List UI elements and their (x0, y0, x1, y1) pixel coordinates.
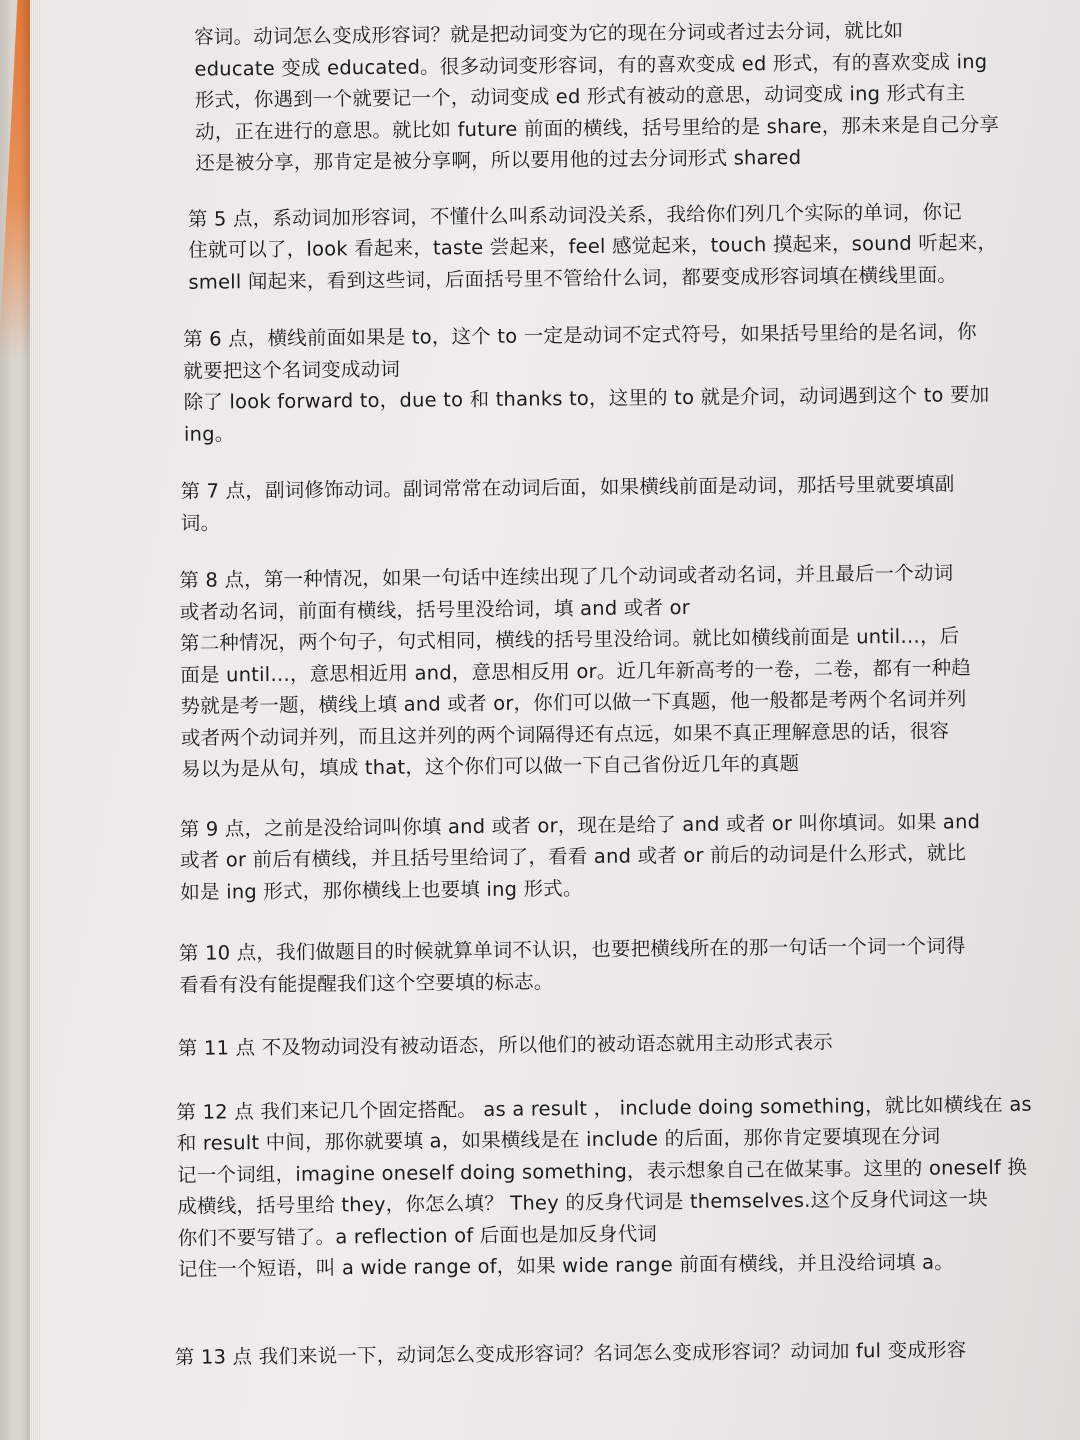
text-line: 除了 look forward to，due to 和 thanks to，这里的 to 就是介词，动词遇到这个 to 要加 (183, 383, 990, 414)
text-line: ing。 (183, 421, 235, 446)
page-stack-edge (30, 0, 40, 1440)
text-line: 或者 or 前后有横线，并且括号里给词了，看看 and 或者 or 前后的动词是什么形式，就比 (179, 841, 967, 872)
page-text (160, 14, 1053, 1373)
text-line: 形式，你遇到一个就要记一个，动词变成 ed 形式有被动的意思，动词变成 ing 形式有主 (194, 81, 966, 112)
text-line: 易以为是从句，填成 that，这个你们可以做一下自己省份近几年的真题 (181, 751, 800, 781)
paragraph-point-6 (183, 316, 1044, 450)
paragraph-point-11 (178, 1025, 1050, 1065)
text-line: 记住一个短语，叫 a wide range of，如果 wide range 前面有横线，并且没给词填 a。 (177, 1250, 955, 1281)
paragraph-point-12 (176, 1088, 1052, 1285)
text-line: 词。 (180, 510, 221, 535)
text-line: 如是 ing 形式，那你横线上也要填 ing 形式。 (180, 876, 583, 904)
text-line: 和 result 中间，那你就要填 a，如果横线是在 include 的后面，那你肯定要填现在分词 (176, 1124, 941, 1155)
paragraph-point-9 (180, 805, 1049, 908)
paragraph-point-10 (179, 930, 1050, 1001)
text-line: 第 10 点，我们做题目的时候就算单词不认识，也要把横线所在的那一句话一个词一个词得 (178, 934, 966, 965)
text-line: 第 9 点，之前是没给词叫你填 and 或者 or，现在是给了 and 或者 or 叫你填词。如果 and (179, 809, 981, 841)
text-line: 第 5 点，系动词加形容词，不懂什么叫系动词没关系，我给你们列几个实际的单词，你记 (187, 199, 962, 231)
text-line: 势就是考一题，横线上填 and 或者 or，你们可以做一下真题，他一般都是考两个名词并列 (180, 687, 967, 718)
text-line: 记一个词组，imagine oneself doing something，表示想象自己在做某事。这里的 oneself 换 (176, 1155, 1028, 1187)
text-line: educate 变成 educated。很多动词变形容词，有的喜欢变成 ed 形式，有的喜欢变成 ing (194, 49, 988, 81)
text-line: 还是被分享，那肯定是被分享啊，所以要用他的过去分词形式 shared (195, 145, 802, 175)
paragraph-1 (194, 14, 1041, 180)
text-line: 第 11 点 不及物动词没有被动语态，所以他们的被动语态就用主动形式表示 (177, 1030, 834, 1060)
text-line: 或者动名词，前面有横线，括号里没给词，填 and 或者 or (179, 595, 690, 624)
text-line: 住就可以了，look 看起来，taste 尝起来，feel 感觉起来，touch 摸起来，sound 听起来， (188, 230, 998, 262)
text-line: 第 7 点，副词修饰动词。副词常常在动词后面，如果横线前面是动词，那括号里就要填副 (180, 472, 955, 503)
text-line: 容词。动词怎么变成形容词？就是把动词变为它的现在分词或者过去分词，就比如 (194, 18, 904, 49)
text-line: 或者两个动词并列，而且这并列的两个词隔得还有点远，如果不真正理解意思的话，很容 (180, 718, 950, 750)
paragraph-point-8 (179, 557, 1047, 786)
text-line: smell 闻起来，看到这些词，后面括号里不管给什么词，都要变成形容词填在横线里面。 (188, 262, 958, 294)
text-line: 第 12 点 我们来记几个固定搭配。 as a result ， include doing something，就比如横线在 as (176, 1092, 1032, 1124)
text-line: 就要把这个名词变成动词 (183, 357, 401, 383)
text-line: 看看有没有能提醒我们这个空要填的标志。 (179, 969, 554, 997)
text-line: 第 13 点 我们来说一下，动词怎么变成形容词？名词怎么变成形容词？动词加 ful 变成形容 (174, 1337, 967, 1369)
text-line: 动，正在进行的意思。就比如 future 前面的横线，括号里给的是 share，那未来是自己分享 (194, 112, 1000, 144)
paragraph-point-5 (188, 195, 1043, 298)
text-line: 第 8 点，第一种情况，如果一句话中连续出现了几个动词或者动名词，并且最后一个动词 (179, 561, 954, 592)
text-line: 第 6 点，横线前面如果是 to，这个 to 一定是动词不定式符号，如果括号里给的是名词，你 (182, 320, 977, 351)
text-line: 第二种情况，两个句子，句式相同，横线的括号里没给词。就比如横线前面是 until…，后 (179, 624, 960, 655)
paragraph-point-7 (180, 468, 1045, 539)
text-line: 面是 until…，意思相近用 and，意思相反用 or。近几年新高考的一卷，二卷，都有一种趋 (180, 655, 972, 687)
text-line: 你们不要写错了。a reflection of 后面也是加反身代词 (177, 1221, 658, 1250)
text-line: 成横线，括号里给 they，你怎么填？ They 的反身代词是 themselves.这个反身代词这一块 (177, 1187, 988, 1218)
